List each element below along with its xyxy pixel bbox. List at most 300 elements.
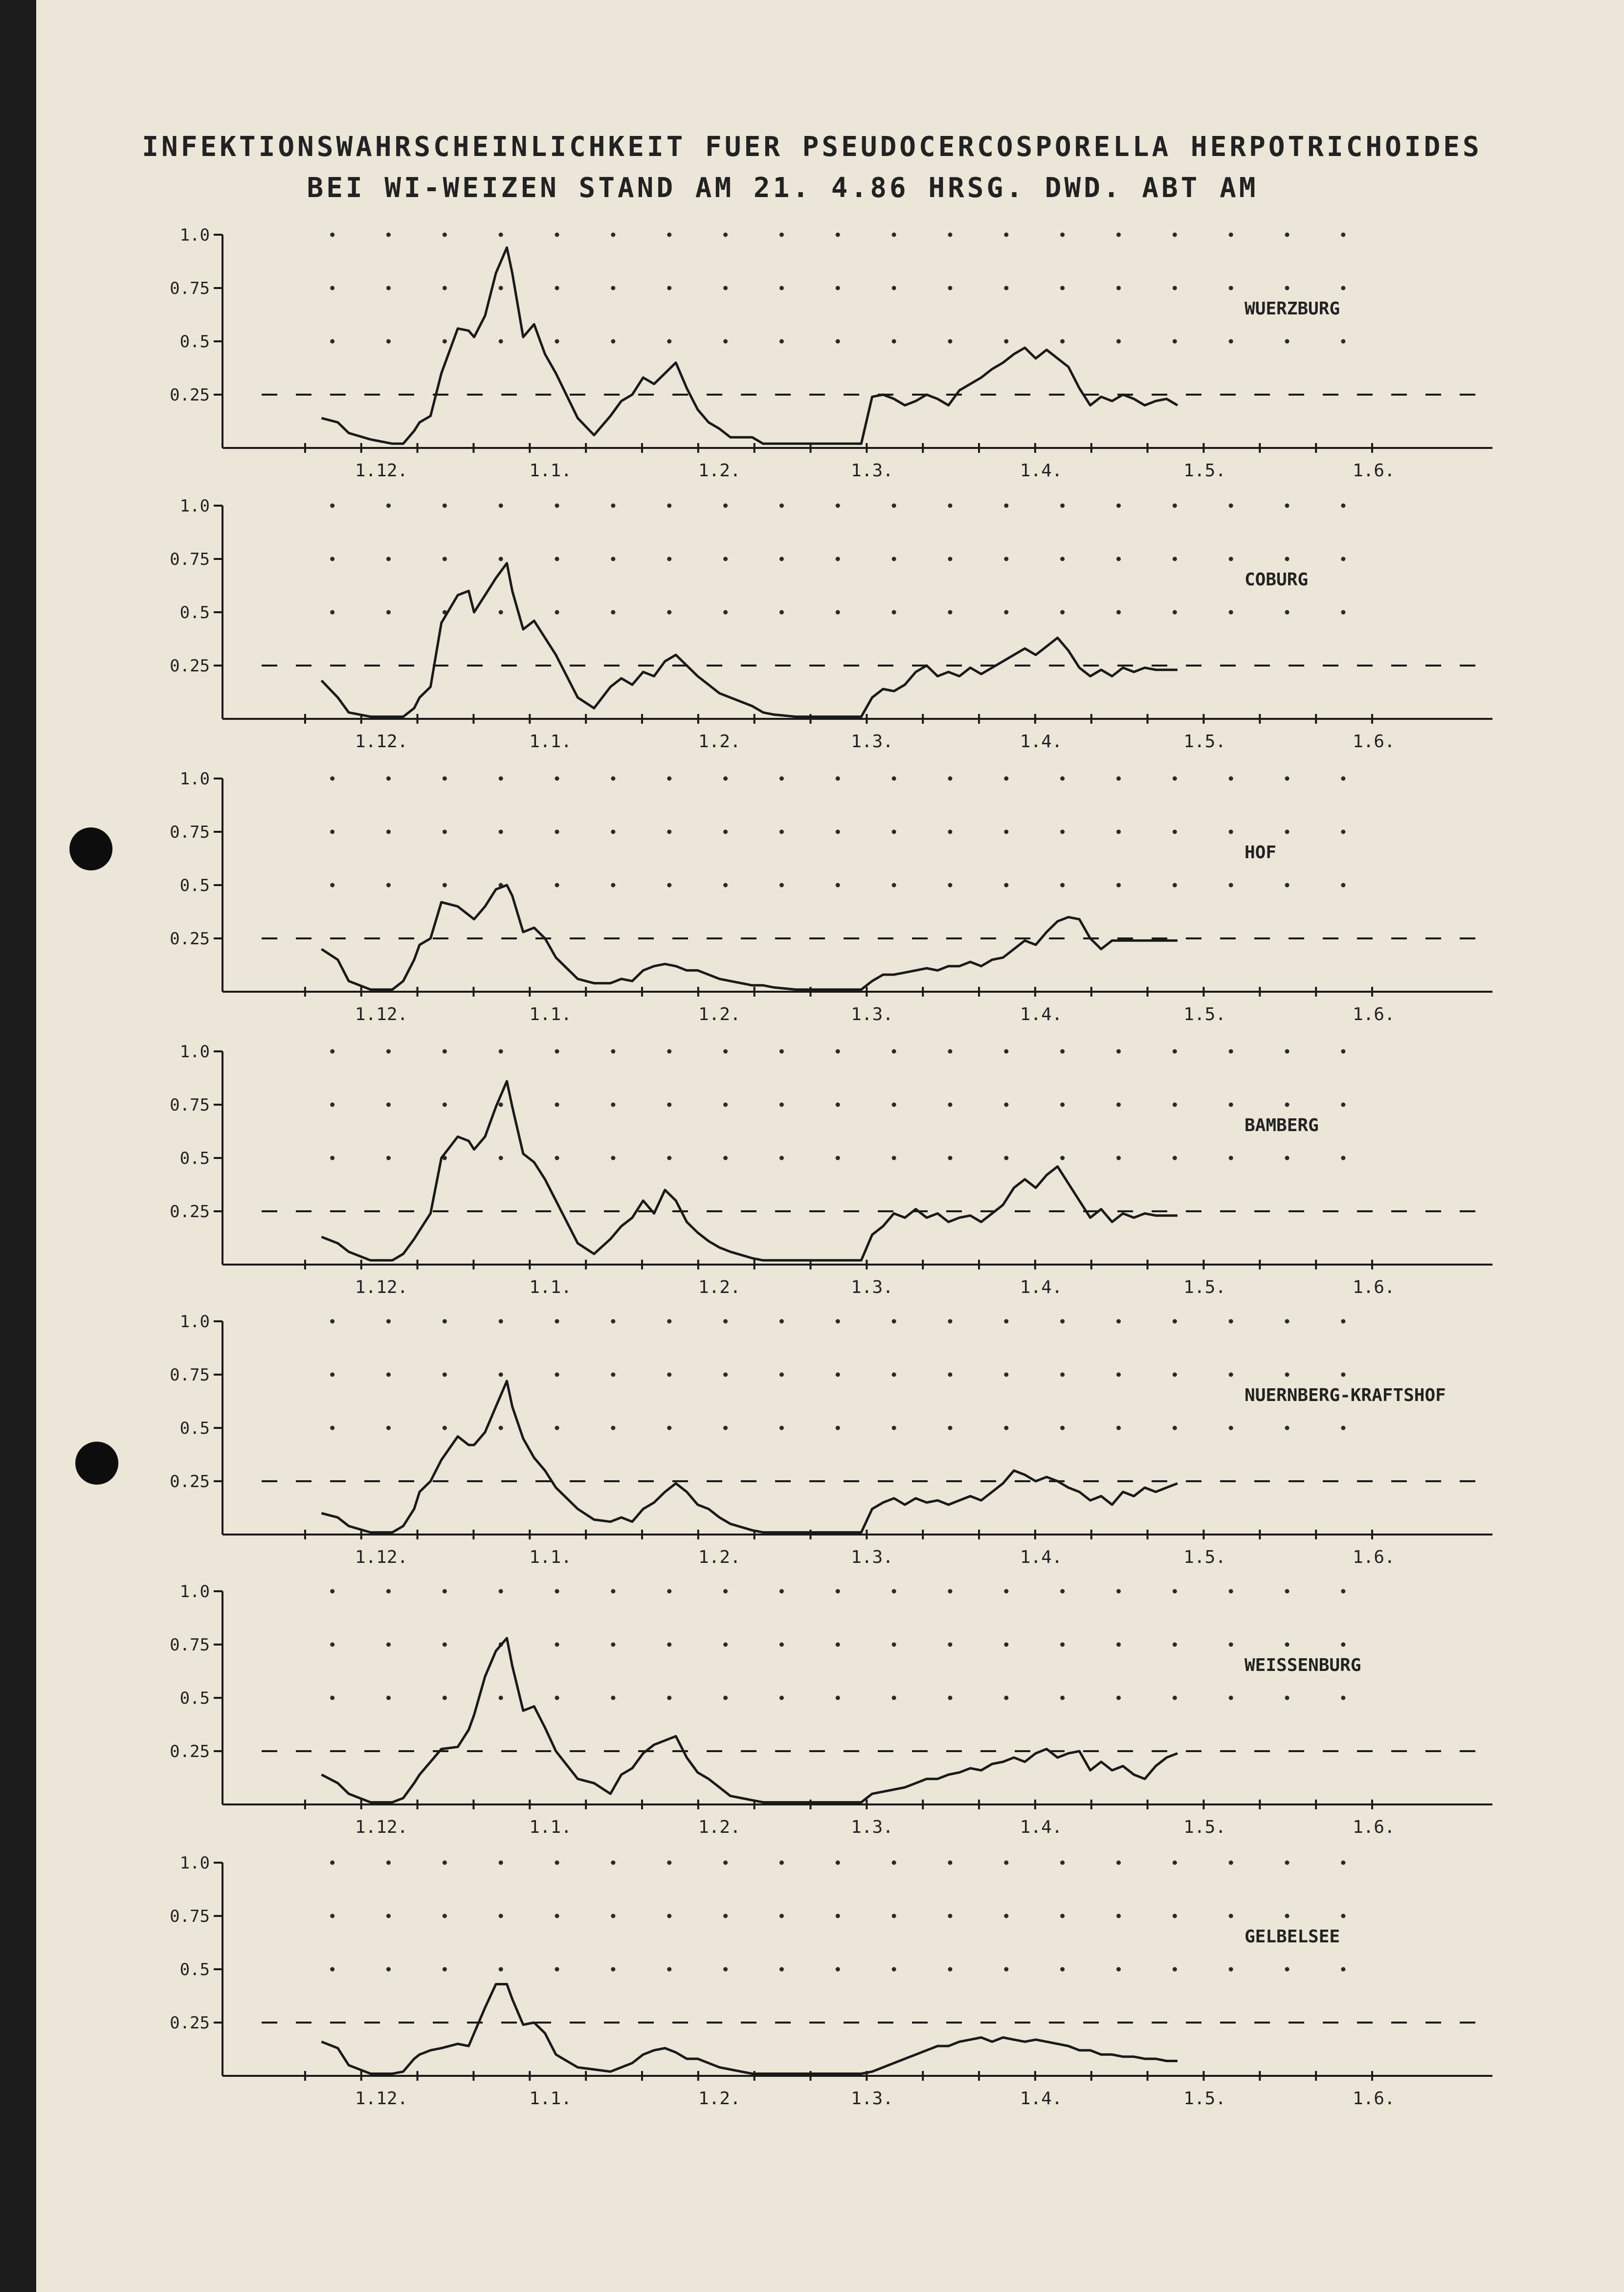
grid-dot — [330, 1861, 334, 1865]
grid-dot — [1285, 339, 1290, 344]
grid-dot — [1060, 1156, 1065, 1160]
y-tick-label: 0.75 — [170, 1635, 210, 1655]
grid-dot — [443, 777, 447, 781]
station-label: GELBELSEE — [1245, 1927, 1340, 1947]
grid-dot — [611, 557, 615, 561]
grid-dot — [1341, 1319, 1345, 1324]
grid-dot — [611, 1643, 615, 1647]
x-tick-label: 1.3. — [851, 732, 893, 752]
y-tick-label: 0.75 — [170, 1365, 210, 1385]
grid-dot — [1116, 1426, 1121, 1430]
grid-dot — [611, 1156, 615, 1160]
grid-dot — [1341, 504, 1345, 508]
grid-dot — [948, 557, 952, 561]
grid-dot — [555, 777, 559, 781]
grid-dot — [779, 883, 784, 888]
grid-dot — [443, 1914, 447, 1918]
grid-dot — [555, 1049, 559, 1054]
grid-dot — [386, 1156, 391, 1160]
station-label: HOF — [1245, 843, 1277, 863]
grid-dot — [1229, 777, 1233, 781]
grid-dot — [779, 1696, 784, 1700]
grid-dot — [723, 883, 728, 888]
grid-dot — [611, 830, 615, 834]
grid-dot — [779, 1049, 784, 1054]
grid-dot — [667, 504, 671, 508]
grid-dot — [1285, 1156, 1290, 1160]
grid-dot — [499, 830, 503, 834]
grid-dot — [1004, 1373, 1008, 1377]
x-tick-label: 1.3. — [851, 1547, 893, 1567]
y-tick-label: 1.0 — [179, 496, 210, 516]
chart-title-line-2: BEI WI-WEIZEN STAND AM 21. 4.86 HRSG. DWD. ABT AM — [307, 172, 1259, 204]
grid-dot — [1173, 1319, 1177, 1324]
grid-dot — [779, 1589, 784, 1594]
grid-dot — [443, 1319, 447, 1324]
grid-dot — [836, 1589, 840, 1594]
grid-dot — [1229, 1696, 1233, 1700]
grid-dot — [1285, 1373, 1290, 1377]
grid-dot — [836, 1426, 840, 1430]
grid-dot — [723, 1049, 728, 1054]
grid-dot — [892, 830, 896, 834]
grid-dot — [948, 233, 952, 237]
grid-dot — [499, 1696, 503, 1700]
grid-dot — [836, 286, 840, 290]
x-tick-label: 1.3. — [851, 461, 893, 481]
grid-dot — [948, 883, 952, 888]
grid-dot — [1004, 830, 1008, 834]
x-tick-label: 1.1. — [529, 1277, 572, 1297]
grid-dot — [1173, 1914, 1177, 1918]
grid-dot — [611, 777, 615, 781]
x-tick-label: 1.2. — [698, 461, 741, 481]
y-tick-label: 0.25 — [170, 1202, 210, 1222]
y-tick-label: 0.25 — [170, 1472, 210, 1491]
grid-dot — [1004, 1319, 1008, 1324]
grid-dot — [1173, 504, 1177, 508]
grid-dot — [555, 1967, 559, 1972]
grid-dot — [779, 777, 784, 781]
grid-dot — [1116, 1373, 1121, 1377]
station-label: NUERNBERG-KRAFTSHOF — [1245, 1385, 1446, 1405]
y-tick-label: 0.25 — [170, 385, 210, 405]
grid-dot — [611, 1426, 615, 1430]
grid-dot — [1229, 1049, 1233, 1054]
grid-dot — [499, 1914, 503, 1918]
grid-dot — [555, 1156, 559, 1160]
grid-dot — [1004, 1156, 1008, 1160]
grid-dot — [1173, 1861, 1177, 1865]
grid-dot — [836, 777, 840, 781]
grid-dot — [1004, 1049, 1008, 1054]
grid-dot — [611, 1967, 615, 1972]
grid-dot — [1173, 1643, 1177, 1647]
grid-dot — [611, 286, 615, 290]
x-tick-label: 1.12. — [355, 1277, 408, 1297]
grid-dot — [836, 1373, 840, 1377]
grid-dot — [948, 1319, 952, 1324]
x-tick-label: 1.6. — [1352, 1547, 1395, 1567]
grid-dot — [330, 610, 334, 615]
grid-dot — [330, 777, 334, 781]
y-tick-label: 1.0 — [179, 1042, 210, 1062]
series-line-coburg — [321, 563, 1177, 717]
grid-dot — [667, 610, 671, 615]
grid-dot — [779, 1156, 784, 1160]
x-tick-label: 1.12. — [355, 732, 408, 752]
grid-dot — [948, 1049, 952, 1054]
grid-dot — [555, 339, 559, 344]
grid-dot — [1116, 830, 1121, 834]
x-tick-label: 1.1. — [529, 1004, 572, 1024]
grid-dot — [948, 339, 952, 344]
grid-dot — [892, 286, 896, 290]
grid-dot — [330, 1643, 334, 1647]
grid-dot — [779, 1967, 784, 1972]
grid-dot — [1341, 1156, 1345, 1160]
y-tick-label: 1.0 — [179, 1582, 210, 1602]
grid-dot — [443, 883, 447, 888]
grid-dot — [948, 777, 952, 781]
x-tick-label: 1.1. — [529, 1817, 572, 1837]
panel-gelbelsee — [170, 1853, 1492, 2109]
grid-dot — [330, 1589, 334, 1594]
x-tick-label: 1.3. — [851, 1004, 893, 1024]
grid-dot — [1004, 1696, 1008, 1700]
grid-dot — [499, 1589, 503, 1594]
grid-dot — [611, 1696, 615, 1700]
grid-dot — [1285, 286, 1290, 290]
grid-dot — [1060, 1426, 1065, 1430]
grid-dot — [1004, 504, 1008, 508]
grid-dot — [667, 1914, 671, 1918]
x-tick-label: 1.3. — [851, 1277, 893, 1297]
grid-dot — [892, 339, 896, 344]
grid-dot — [836, 233, 840, 237]
grid-dot — [1341, 1103, 1345, 1107]
grid-dot — [892, 1373, 896, 1377]
grid-dot — [1173, 233, 1177, 237]
grid-dot — [611, 883, 615, 888]
station-label: WEISSENBURG — [1245, 1655, 1361, 1675]
grid-dot — [386, 610, 391, 615]
grid-dot — [443, 1861, 447, 1865]
grid-dot — [1004, 610, 1008, 615]
x-tick-label: 1.2. — [698, 2089, 741, 2109]
grid-dot — [667, 1643, 671, 1647]
grid-dot — [892, 1156, 896, 1160]
grid-dot — [386, 557, 391, 561]
grid-dot — [1341, 1914, 1345, 1918]
grid-dot — [723, 557, 728, 561]
grid-dot — [667, 1426, 671, 1430]
grid-dot — [1341, 1426, 1345, 1430]
grid-dot — [443, 286, 447, 290]
y-tick-label: 0.75 — [170, 1907, 210, 1926]
grid-dot — [1116, 1589, 1121, 1594]
x-tick-label: 1.4. — [1020, 2089, 1063, 2109]
grid-dot — [611, 1914, 615, 1918]
grid-dot — [1341, 830, 1345, 834]
grid-dot — [1229, 557, 1233, 561]
grid-dot — [1229, 1319, 1233, 1324]
grid-dot — [723, 1861, 728, 1865]
grid-dot — [611, 1319, 615, 1324]
grid-dot — [1173, 610, 1177, 615]
grid-dot — [667, 1967, 671, 1972]
grid-dot — [1173, 1156, 1177, 1160]
y-tick-label: 0.5 — [179, 603, 210, 623]
grid-dot — [836, 1861, 840, 1865]
y-tick-label: 1.0 — [179, 1312, 210, 1332]
grid-dot — [499, 233, 503, 237]
grid-dot — [1341, 1049, 1345, 1054]
grid-dot — [667, 1319, 671, 1324]
grid-dot — [330, 339, 334, 344]
grid-dot — [667, 1156, 671, 1160]
grid-dot — [1004, 1426, 1008, 1430]
grid-dot — [723, 1643, 728, 1647]
x-tick-label: 1.6. — [1352, 732, 1395, 752]
x-tick-label: 1.1. — [529, 732, 572, 752]
grid-dot — [1229, 1426, 1233, 1430]
grid-dot — [1116, 1103, 1121, 1107]
grid-dot — [1341, 883, 1345, 888]
grid-dot — [723, 339, 728, 344]
grid-dot — [330, 1049, 334, 1054]
grid-dot — [611, 504, 615, 508]
grid-dot — [1004, 777, 1008, 781]
grid-dot — [1004, 1914, 1008, 1918]
grid-dot — [386, 1643, 391, 1647]
grid-dot — [1116, 1049, 1121, 1054]
grid-dot — [836, 339, 840, 344]
y-tick-label: 1.0 — [179, 1853, 210, 1873]
grid-dot — [836, 1643, 840, 1647]
grid-dot — [723, 1426, 728, 1430]
grid-dot — [1116, 557, 1121, 561]
grid-dot — [779, 610, 784, 615]
grid-dot — [723, 1696, 728, 1700]
grid-dot — [499, 339, 503, 344]
x-tick-label: 1.5. — [1183, 732, 1226, 752]
grid-dot — [779, 1861, 784, 1865]
y-tick-label: 0.25 — [170, 2013, 210, 2033]
grid-dot — [499, 1373, 503, 1377]
grid-dot — [499, 557, 503, 561]
grid-dot — [1229, 1861, 1233, 1865]
grid-dot — [1116, 1696, 1121, 1700]
grid-dot — [723, 1967, 728, 1972]
grid-dot — [1341, 1373, 1345, 1377]
x-tick-label: 1.12. — [355, 1004, 408, 1024]
station-label: BAMBERG — [1245, 1115, 1319, 1135]
station-label: COBURG — [1245, 570, 1309, 590]
grid-dot — [723, 233, 728, 237]
grid-dot — [1004, 286, 1008, 290]
grid-dot — [892, 1426, 896, 1430]
grid-dot — [723, 830, 728, 834]
grid-dot — [443, 557, 447, 561]
panel-nuernberg-kraftshof — [170, 1312, 1492, 1567]
x-tick-label: 1.5. — [1183, 1817, 1226, 1837]
grid-dot — [1341, 339, 1345, 344]
panel-wuerzburg — [170, 225, 1492, 481]
grid-dot — [667, 557, 671, 561]
grid-dot — [330, 557, 334, 561]
grid-dot — [499, 504, 503, 508]
x-tick-label: 1.2. — [698, 1547, 741, 1567]
grid-dot — [1173, 1426, 1177, 1430]
grid-dot — [1285, 610, 1290, 615]
grid-dot — [1229, 883, 1233, 888]
grid-dot — [1173, 777, 1177, 781]
grid-dot — [1229, 610, 1233, 615]
grid-dot — [948, 830, 952, 834]
grid-dot — [1285, 1426, 1290, 1430]
y-tick-label: 1.0 — [179, 769, 210, 789]
grid-dot — [779, 1914, 784, 1918]
grid-dot — [1229, 233, 1233, 237]
y-tick-label: 0.75 — [170, 823, 210, 842]
grid-dot — [1004, 1643, 1008, 1647]
grid-dot — [499, 1319, 503, 1324]
grid-dot — [1060, 1049, 1065, 1054]
grid-dot — [386, 1914, 391, 1918]
grid-dot — [1004, 339, 1008, 344]
grid-dot — [1229, 1589, 1233, 1594]
grid-dot — [1060, 233, 1065, 237]
grid-dot — [555, 286, 559, 290]
grid-dot — [555, 557, 559, 561]
grid-dot — [386, 1426, 391, 1430]
grid-dot — [1341, 1861, 1345, 1865]
grid-dot — [667, 883, 671, 888]
panel-bamberg — [170, 1042, 1492, 1297]
grid-dot — [836, 610, 840, 615]
grid-dot — [1229, 1103, 1233, 1107]
grid-dot — [1173, 557, 1177, 561]
grid-dot — [892, 1319, 896, 1324]
grid-dot — [836, 557, 840, 561]
x-tick-label: 1.1. — [529, 2089, 572, 2109]
grid-dot — [1285, 1049, 1290, 1054]
grid-dot — [555, 1914, 559, 1918]
grid-dot — [723, 1914, 728, 1918]
grid-dot — [1341, 777, 1345, 781]
grid-dot — [1229, 1914, 1233, 1918]
grid-dot — [723, 1319, 728, 1324]
grid-dot — [443, 1103, 447, 1107]
grid-dot — [1060, 1696, 1065, 1700]
grid-dot — [330, 286, 334, 290]
grid-dot — [892, 1861, 896, 1865]
grid-dot — [779, 233, 784, 237]
grid-dot — [836, 883, 840, 888]
grid-dot — [386, 233, 391, 237]
grid-dot — [499, 286, 503, 290]
grid-dot — [443, 830, 447, 834]
grid-dot — [386, 1967, 391, 1972]
grid-dot — [555, 1103, 559, 1107]
grid-dot — [386, 1373, 391, 1377]
grid-dot — [611, 1373, 615, 1377]
grid-dot — [1116, 1967, 1121, 1972]
grid-dot — [1173, 1373, 1177, 1377]
grid-dot — [892, 557, 896, 561]
grid-dot — [836, 1103, 840, 1107]
grid-dot — [1285, 1914, 1290, 1918]
grid-dot — [892, 777, 896, 781]
grid-dot — [1060, 1103, 1065, 1107]
grid-dot — [1060, 286, 1065, 290]
grid-dot — [1060, 557, 1065, 561]
x-tick-label: 1.6. — [1352, 461, 1395, 481]
grid-dot — [1285, 557, 1290, 561]
grid-dot — [1060, 339, 1065, 344]
grid-dot — [330, 1373, 334, 1377]
grid-dot — [611, 339, 615, 344]
grid-dot — [948, 1861, 952, 1865]
grid-dot — [723, 777, 728, 781]
grid-dot — [892, 233, 896, 237]
grid-dot — [499, 1103, 503, 1107]
grid-dot — [330, 830, 334, 834]
x-tick-label: 1.6. — [1352, 1277, 1395, 1297]
grid-dot — [386, 1861, 391, 1865]
grid-dot — [948, 1589, 952, 1594]
series-line-weissenburg — [321, 1638, 1177, 1802]
grid-dot — [611, 233, 615, 237]
grid-dot — [892, 1589, 896, 1594]
series-line-wuerzburg — [321, 247, 1177, 444]
series-line-nuernberg-kraftshof — [321, 1381, 1177, 1533]
x-tick-label: 1.4. — [1020, 1547, 1063, 1567]
grid-dot — [723, 610, 728, 615]
grid-dot — [948, 1373, 952, 1377]
grid-dot — [555, 1643, 559, 1647]
x-tick-label: 1.5. — [1183, 1004, 1226, 1024]
grid-dot — [611, 1049, 615, 1054]
grid-dot — [330, 504, 334, 508]
grid-dot — [555, 1373, 559, 1377]
grid-dot — [1060, 777, 1065, 781]
x-tick-label: 1.4. — [1020, 1004, 1063, 1024]
grid-dot — [499, 1967, 503, 1972]
grid-dot — [611, 1103, 615, 1107]
grid-dot — [443, 1696, 447, 1700]
grid-dot — [1285, 883, 1290, 888]
grid-dot — [1173, 286, 1177, 290]
grid-dot — [1229, 504, 1233, 508]
grid-dot — [836, 1049, 840, 1054]
grid-dot — [1116, 339, 1121, 344]
grid-dot — [1229, 1156, 1233, 1160]
grid-dot — [386, 1319, 391, 1324]
grid-dot — [1341, 1696, 1345, 1700]
grid-dot — [1341, 557, 1345, 561]
panel-weissenburg — [170, 1582, 1492, 1837]
grid-dot — [1060, 1861, 1065, 1865]
grid-dot — [555, 233, 559, 237]
grid-dot — [1173, 830, 1177, 834]
grid-dot — [667, 233, 671, 237]
grid-dot — [499, 1861, 503, 1865]
station-label: WUERZBURG — [1245, 299, 1340, 319]
grid-dot — [386, 1103, 391, 1107]
grid-dot — [1173, 1103, 1177, 1107]
